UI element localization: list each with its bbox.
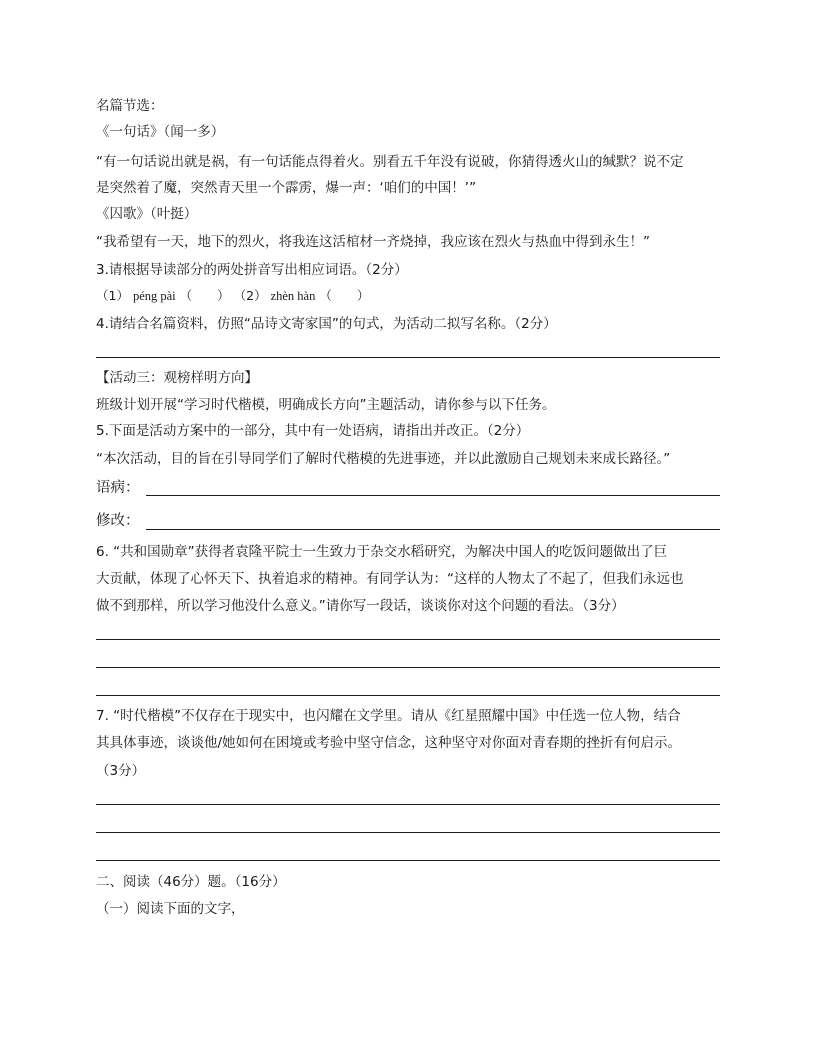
q3-item2-blank[interactable]: （ ） [319,288,370,303]
poem2-text: “我希望有一天，地下的烈火，将我连这活棺材一齐烧掉，我应该在烈火与热血中得到永生！” [96,234,650,250]
q7-line1: 7. “时代楷模”不仅存在于现实中，也闪耀在文学里。请从《红星照耀中国》中任选一位人物，结合 [96,708,681,724]
q6-line1: 6. “共和国勋章”获得者袁隆平院士一生致力于杂交水稻研究，为解决中国人的吃饭问题做出了巨 [96,544,668,560]
poem1-text-line1: “有一句话说出就是祸，有一句话能点得着火。别看五千年没有说破，你猜得透火山的缄默？说不定 [96,154,684,170]
q6-answer-line-1[interactable] [96,639,720,640]
q7-line3: （3分） [96,763,146,779]
activity3-title: 【活动三：观榜样明方向】 [96,370,258,386]
q3-item1-pinyin: péng pài [132,289,176,303]
q3-item2-label: （2） [233,288,267,303]
q7-line2: 其具体事迹，谈谈他/她如何在困境或考验中坚守信念，这种坚守对你面对青春期的挫折有何启示。 [96,735,682,751]
q5-sentence: “本次活动，目的旨在引导同学们了解时代楷模的先进事迹，并以此激励自己规划未来成长路径。” [96,451,671,467]
q6-line2: 大贡献，体现了心怀天下、执着追求的精神。有同学认为：“这样的人物太了不起了，但我们永远也 [96,571,684,587]
section-heading: 名篇节选： [96,98,164,114]
poem2-title: 《囚歌》（叶挺） [96,206,198,222]
q5-fix-answer-line[interactable] [146,529,720,530]
q5-error-label: 语病： [96,480,140,496]
q4-answer-line[interactable] [96,357,720,358]
q3-prompt: 3.请根据导读部分的两处拼音写出相应词语。（2分） [96,262,408,278]
poem1-title: 《一句话》（闻一多） [96,124,225,140]
q7-answer-line-2[interactable] [96,832,720,833]
q6-answer-line-2[interactable] [96,667,720,668]
q4-prompt: 4.请结合名篇资料，仿照“品诗文寄家国”的句式，为活动二拟写名称。（2分） [96,316,557,332]
q5-error-answer-line[interactable] [146,495,720,496]
section2-sub: （一）阅读下面的文字， [96,901,245,917]
activity3-intro: 班级计划开展“学习时代楷模，明确成长方向”主题活动，请你参与以下任务。 [96,397,556,413]
q7-answer-line-3[interactable] [96,860,720,861]
q6-line3: 做不到那样，所以学习他没什么意义。”请你写一段话，谈谈你对这个问题的看法。（3分） [96,598,625,614]
poem1-text-line2: 是突然着了魔，突然青天里一个霹雳，爆一声：‘咱们的中国！’” [96,180,477,196]
q3-item1-label: （1） [96,288,129,303]
section2-heading: 二、阅读（46分）题。（16分） [96,874,286,890]
q5-prompt: 5.下面是活动方案中的一部分，其中有一处语病，请指出并改正。（2分） [96,423,530,439]
q6-answer-line-3[interactable] [96,695,720,696]
q3-item2-pinyin: zhèn hàn [270,289,316,303]
q5-fix-label: 修改： [96,513,140,529]
q3-item1-blank[interactable]: （ ） [179,288,230,303]
q3-items [96,286,369,306]
q7-answer-line-1[interactable] [96,804,720,805]
